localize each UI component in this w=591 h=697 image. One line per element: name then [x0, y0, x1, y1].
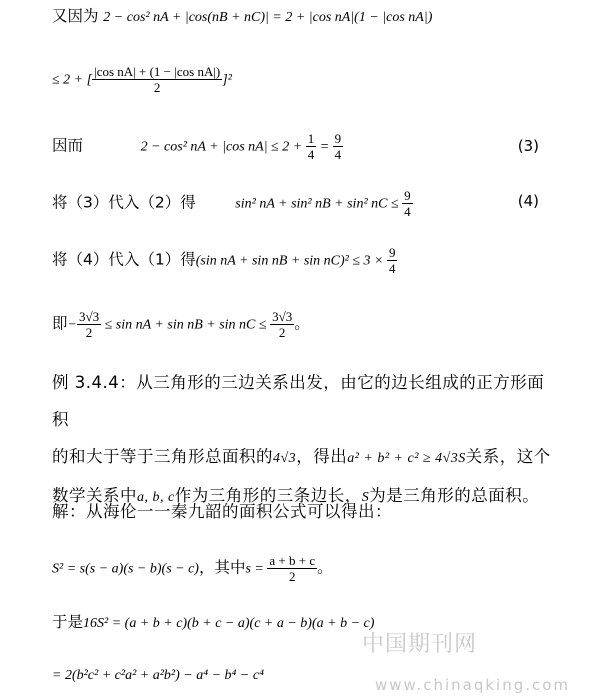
- math-expression: (sin nA + sin nB + sin nC)² ≤ 3 ×: [195, 253, 387, 269]
- fraction-numerator: 1: [307, 131, 315, 146]
- equation-line-4: [52, 188, 413, 219]
- minus-sign: −: [67, 317, 77, 333]
- text-substitute-3-into-2: 将（3）代入（2）得: [52, 193, 196, 212]
- fraction-denominator: 4: [404, 204, 411, 219]
- text-substitute-4-into-1: 将（4）代入（1）得: [52, 250, 196, 269]
- fraction-numerator: 9: [404, 188, 411, 203]
- math-expression: 2 − cos² nA + |cos nA| ≤ 2 +: [140, 139, 306, 155]
- math-inline: S: [361, 490, 370, 505]
- example-text: 为是三角形的总面积。: [369, 486, 540, 505]
- example-line-1: [52, 364, 552, 438]
- equation-line-3: [52, 131, 343, 162]
- math-expression: ≤ sin nA + sin nB + sin nC ≤: [101, 317, 271, 333]
- math-inline: a² + b² + c² ≥ 4√3S: [347, 451, 466, 466]
- solution-line-4: [52, 664, 264, 686]
- solution-text: 于是: [52, 613, 84, 631]
- text-youyinwei: 又因为: [52, 7, 99, 25]
- math-inline: 4√3: [273, 451, 297, 466]
- fraction-numerator: 9: [334, 131, 342, 146]
- solution-line-3: [52, 612, 374, 634]
- fraction-numerator: 9: [388, 245, 396, 260]
- solution-line-1: [52, 502, 392, 522]
- math-inline: s =: [245, 561, 268, 577]
- period: 。: [317, 558, 333, 577]
- example-paragraph: [52, 364, 552, 516]
- equation-line-2: [52, 64, 232, 95]
- fraction-nine-quarters: [402, 188, 413, 219]
- fraction-nine-quarters: [333, 131, 344, 162]
- equation-line-1: [52, 6, 432, 28]
- fraction-denominator: 2: [85, 325, 93, 340]
- fraction-numerator: 3√3: [78, 309, 100, 324]
- fraction-denominator: 4: [334, 147, 342, 162]
- math-expression: = 2(b²c² + c²a² + a²b²) − a⁴ − b⁴ − c⁴: [52, 668, 264, 683]
- example-text: 的和大于等于三角形总面积的: [52, 447, 273, 466]
- example-line-2: [52, 438, 552, 477]
- fraction-three-root-three-over-two: [77, 309, 101, 340]
- math-expression: 2 − cos² nA + |cos(nB + nC)| = 2 + |cos nA|(1 − |cos nA|): [103, 10, 433, 25]
- heron-formula: S² = s(s − a)(s − b)(s − c): [52, 561, 199, 577]
- text-yiner: 因而: [52, 136, 84, 155]
- fraction-numerator: |cos nA| + (1 − |cos nA|): [94, 64, 221, 79]
- equation-number-4: (4): [517, 192, 539, 210]
- fraction-nine-quarters: [387, 245, 398, 276]
- example-text: 数学关系中: [52, 486, 137, 505]
- fraction-denominator: 2: [288, 569, 296, 584]
- example-text: 作为三角形的三条边长，: [174, 486, 362, 505]
- fraction-numerator: a + b + c: [269, 553, 316, 568]
- solution-text: 解：从海伦一一秦九韶的面积公式可以得出：: [52, 502, 392, 521]
- equation-line-5: [52, 245, 397, 276]
- equation-line-6: [52, 309, 310, 340]
- fraction-denominator: 4: [388, 261, 396, 276]
- fraction-denominator: 2: [278, 325, 286, 340]
- fraction-denominator: 4: [307, 147, 315, 162]
- math-prefix: ≤ 2 + [: [52, 72, 93, 88]
- equation-number-3: (3): [517, 137, 539, 155]
- fraction-numerator: 3√3: [272, 309, 293, 324]
- fraction-semiperimeter: [267, 553, 317, 584]
- watermark-url: www.chinaqking.com: [375, 676, 571, 694]
- math-inline: a, b, c: [137, 490, 175, 505]
- equals-sign: =: [316, 139, 333, 155]
- math-expression: 16S² = (a + b + c)(b + c − a)(c + a − b)(a + b − c): [83, 616, 375, 631]
- period: 。: [294, 314, 310, 333]
- solution-line-2: [52, 553, 333, 584]
- example-text: 例 3.4.4：从三角形的三边关系出发，由它的边长组成的正方形面积: [52, 373, 545, 429]
- solution-text: ，其中: [198, 558, 246, 577]
- math-expression: sin² nA + sin² nB + sin² nC ≤: [235, 196, 403, 212]
- watermark-chinese: 中国期刊网: [362, 632, 478, 657]
- fraction-three-root-three-over-two: [270, 309, 294, 340]
- fraction: [92, 64, 222, 95]
- example-text: 关系，这个: [465, 447, 551, 466]
- math-suffix: ]²: [222, 72, 232, 88]
- example-text: ，得出: [296, 447, 348, 466]
- fraction-one-quarter: [306, 131, 317, 162]
- text-ji: 即: [52, 314, 68, 333]
- fraction-denominator: 2: [153, 80, 161, 95]
